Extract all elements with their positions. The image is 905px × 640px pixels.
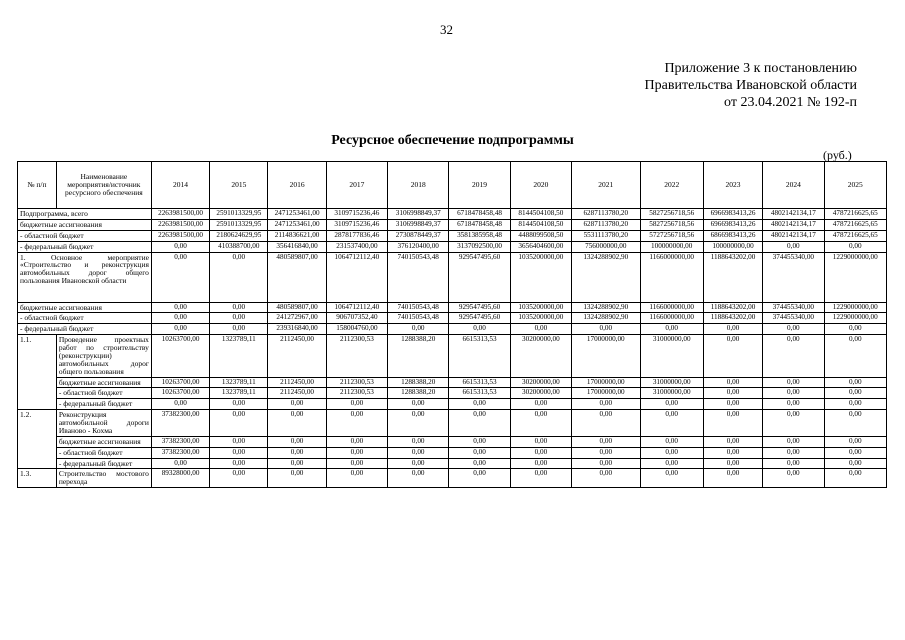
table-row (18, 209, 887, 220)
value-cell: 17000000,00 (572, 335, 640, 377)
value-cell: 756000000,00 (572, 241, 640, 252)
value-cell: 30200000,00 (510, 335, 571, 377)
value-cell: 0,00 (703, 324, 762, 335)
value-cell: 4787216625,65 (824, 230, 887, 241)
value-cell: 8144504108,50 (510, 209, 571, 220)
value-cell: 0,00 (210, 410, 268, 437)
value-cell: 0,00 (268, 410, 326, 437)
value-cell: 3109715236,46 (326, 209, 387, 220)
value-cell: 1288388,20 (388, 335, 449, 377)
value-cell: 30200000,00 (510, 388, 571, 399)
row-label: - областной бюджет (56, 388, 151, 399)
value-cell: 0,00 (510, 436, 571, 447)
value-cell: 2591013329,95 (210, 219, 268, 230)
item-number: 1.3. (18, 469, 57, 488)
value-cell: 1288388,20 (388, 388, 449, 399)
value-cell: 929547495,60 (449, 302, 510, 313)
row-label: бюджетные ассигнования (18, 302, 152, 313)
value-cell: 2263981500,00 (151, 209, 209, 220)
value-cell: 740150543,48 (388, 313, 449, 324)
column-header: 2025 (824, 162, 887, 209)
appendix-note (557, 60, 857, 111)
value-cell: 0,00 (326, 410, 387, 437)
value-cell: 0,00 (572, 399, 640, 410)
value-cell: 4802142134,17 (763, 219, 824, 230)
table-row (18, 252, 887, 302)
value-cell: 0,00 (703, 377, 762, 388)
value-cell: 0,00 (268, 458, 326, 469)
value-cell: 0,00 (388, 410, 449, 437)
value-cell: 0,00 (640, 410, 703, 437)
value-cell: 0,00 (703, 335, 762, 377)
value-cell: 0,00 (449, 410, 510, 437)
table-row (18, 388, 887, 399)
value-cell: 0,00 (640, 399, 703, 410)
value-cell: 1035200000,00 (510, 313, 571, 324)
column-header: 2024 (763, 162, 824, 209)
value-cell: 239316840,00 (268, 324, 326, 335)
value-cell: 1064712112,40 (326, 302, 387, 313)
value-cell: 4787216625,65 (824, 219, 887, 230)
value-cell: 0,00 (763, 436, 824, 447)
value-cell: 1188643202,00 (703, 252, 762, 302)
value-cell: 0,00 (449, 458, 510, 469)
column-header: 2014 (151, 162, 209, 209)
value-cell: 0,00 (572, 458, 640, 469)
row-label: - федеральный бюджет (18, 324, 152, 335)
value-cell: 3137092500,00 (449, 241, 510, 252)
value-cell: 31000000,00 (640, 388, 703, 399)
value-cell: 0,00 (449, 399, 510, 410)
table-row (18, 335, 887, 377)
column-header: № п/п (18, 162, 57, 209)
value-cell: 5531113780,20 (572, 230, 640, 241)
value-cell: 1035200000,00 (510, 252, 571, 302)
value-cell: 0,00 (268, 447, 326, 458)
value-cell: 0,00 (268, 436, 326, 447)
value-cell: 0,00 (151, 324, 209, 335)
value-cell: 356416840,00 (268, 241, 326, 252)
value-cell: 376120400,00 (388, 241, 449, 252)
value-cell: 0,00 (449, 447, 510, 458)
row-label: - областной бюджет (56, 447, 151, 458)
value-cell: 0,00 (640, 469, 703, 488)
value-cell: 374455340,00 (763, 252, 824, 302)
appendix-line-2: Правительства Ивановской области (644, 78, 857, 93)
value-cell: 0,00 (210, 399, 268, 410)
table-row (18, 469, 887, 488)
value-cell: 0,00 (703, 436, 762, 447)
value-cell: 0,00 (824, 377, 887, 388)
value-cell: 480589807,00 (268, 302, 326, 313)
column-header: 2019 (449, 162, 510, 209)
value-cell: 1323789,11 (210, 335, 268, 377)
column-header: 2020 (510, 162, 571, 209)
row-label: Проведение проектных работ по строительству (реконструкции) автомобильных дорог общего пользования (56, 335, 151, 377)
table-row (18, 436, 887, 447)
column-header: 2021 (572, 162, 640, 209)
item-number: 1.1. (18, 335, 57, 410)
value-cell: 906707352,40 (326, 313, 387, 324)
row-label: Реконструкция автомобильной дороги Иваново - Кохма (56, 410, 151, 437)
value-cell: 0,00 (268, 469, 326, 488)
value-cell: 0,00 (388, 469, 449, 488)
value-cell: 0,00 (210, 447, 268, 458)
column-header: 2022 (640, 162, 703, 209)
value-cell: 0,00 (640, 436, 703, 447)
value-cell: 2730878449,37 (388, 230, 449, 241)
value-cell: 6615313,53 (449, 335, 510, 377)
column-header: 2015 (210, 162, 268, 209)
value-cell: 3106998849,37 (388, 209, 449, 220)
table-row (18, 302, 887, 313)
table-row (18, 410, 887, 437)
value-cell: 1229000000,00 (824, 313, 887, 324)
value-cell: 0,00 (510, 447, 571, 458)
value-cell: 0,00 (388, 324, 449, 335)
value-cell: 0,00 (763, 458, 824, 469)
value-cell: 0,00 (151, 241, 209, 252)
value-cell: 0,00 (703, 388, 762, 399)
value-cell: 1188643202,00 (703, 313, 762, 324)
value-cell: 0,00 (763, 447, 824, 458)
value-cell: 0,00 (449, 469, 510, 488)
value-cell: 5827256718,56 (640, 209, 703, 220)
value-cell: 0,00 (510, 469, 571, 488)
value-cell: 0,00 (763, 241, 824, 252)
value-cell: 0,00 (210, 324, 268, 335)
table-row (18, 324, 887, 335)
item-number: 1.2. (18, 410, 57, 469)
value-cell: 0,00 (703, 469, 762, 488)
value-cell: 0,00 (388, 436, 449, 447)
value-cell: 37382300,00 (151, 436, 209, 447)
value-cell: 6287113780,20 (572, 209, 640, 220)
value-cell: 0,00 (388, 399, 449, 410)
value-cell: 2263981500,00 (151, 219, 209, 230)
value-cell: 2112300,53 (326, 388, 387, 399)
value-cell: 100000000,00 (703, 241, 762, 252)
value-cell: 480589807,00 (268, 252, 326, 302)
value-cell: 0,00 (510, 324, 571, 335)
value-cell: 1324288902,90 (572, 313, 640, 324)
value-cell: 0,00 (449, 436, 510, 447)
value-cell: 0,00 (449, 324, 510, 335)
value-cell: 6718478458,48 (449, 209, 510, 220)
column-header: Наименование мероприятия/источник ресурсного обеспечения (56, 162, 151, 209)
value-cell: 0,00 (388, 458, 449, 469)
value-cell: 6287113780,20 (572, 219, 640, 230)
value-cell: 5727256718,56 (640, 230, 703, 241)
value-cell: 0,00 (572, 436, 640, 447)
value-cell: 10263700,00 (151, 388, 209, 399)
value-cell: 10263700,00 (151, 335, 209, 377)
value-cell: 10263700,00 (151, 377, 209, 388)
row-label: бюджетные ассигнования (56, 436, 151, 447)
value-cell: 37382300,00 (151, 447, 209, 458)
value-cell: 3109715236,46 (326, 219, 387, 230)
value-cell: 0,00 (824, 241, 887, 252)
value-cell: 0,00 (510, 410, 571, 437)
value-cell: 158004760,00 (326, 324, 387, 335)
value-cell: 0,00 (763, 399, 824, 410)
value-cell: 0,00 (824, 410, 887, 437)
value-cell: 2114836621,00 (268, 230, 326, 241)
value-cell: 100000000,00 (640, 241, 703, 252)
row-label: Подпрограмма, всего (18, 209, 152, 220)
value-cell: 0,00 (326, 469, 387, 488)
value-cell: 1229000000,00 (824, 302, 887, 313)
value-cell: 4802142134,17 (763, 209, 824, 220)
value-cell: 4787216625,65 (824, 209, 887, 220)
value-cell: 0,00 (824, 469, 887, 488)
header-row (18, 162, 887, 209)
row-label: бюджетные ассигнования (56, 377, 151, 388)
value-cell: 0,00 (763, 377, 824, 388)
value-cell: 0,00 (703, 410, 762, 437)
row-label: - федеральный бюджет (56, 399, 151, 410)
table-row (18, 219, 887, 230)
value-cell: 2112450,00 (268, 388, 326, 399)
row-label: - областной бюджет (18, 313, 152, 324)
currency-unit: (руб.) (823, 148, 852, 162)
value-cell: 0,00 (210, 302, 268, 313)
value-cell: 3581385958,48 (449, 230, 510, 241)
value-cell: 0,00 (824, 436, 887, 447)
table-row (18, 241, 887, 252)
value-cell: 0,00 (151, 313, 209, 324)
value-cell: 2591013329,95 (210, 209, 268, 220)
value-cell: 740150543,48 (388, 302, 449, 313)
value-cell: 2112450,00 (268, 377, 326, 388)
table-row (18, 399, 887, 410)
value-cell: 8144504108,50 (510, 219, 571, 230)
table-row (18, 377, 887, 388)
value-cell: 0,00 (572, 469, 640, 488)
value-cell: 1166000000,00 (640, 252, 703, 302)
value-cell: 0,00 (763, 410, 824, 437)
value-cell: 241272967,00 (268, 313, 326, 324)
value-cell: 1324288902,90 (572, 252, 640, 302)
value-cell: 374455340,00 (763, 313, 824, 324)
value-cell: 6718478458,48 (449, 219, 510, 230)
value-cell: 0,00 (824, 458, 887, 469)
value-cell: 30200000,00 (510, 377, 571, 388)
value-cell: 3106998849,37 (388, 219, 449, 230)
value-cell: 1166000000,00 (640, 313, 703, 324)
value-cell: 1288388,20 (388, 377, 449, 388)
value-cell: 0,00 (210, 436, 268, 447)
value-cell: 4488099508,50 (510, 230, 571, 241)
value-cell: 929547495,60 (449, 252, 510, 302)
appendix-line-3: от 23.04.2021 № 192-п (724, 95, 857, 110)
row-label: - федеральный бюджет (56, 458, 151, 469)
value-cell: 0,00 (210, 469, 268, 488)
value-cell: 0,00 (151, 302, 209, 313)
row-label: Строительство мостового перехода (56, 469, 151, 488)
value-cell: 1188643202,00 (703, 302, 762, 313)
page-number: 32 (440, 22, 453, 37)
value-cell: 740150543,48 (388, 252, 449, 302)
value-cell: 0,00 (824, 447, 887, 458)
value-cell: 0,00 (640, 324, 703, 335)
value-cell: 6966983413,26 (703, 219, 762, 230)
value-cell: 17000000,00 (572, 377, 640, 388)
value-cell: 4802142134,17 (763, 230, 824, 241)
value-cell: 0,00 (572, 447, 640, 458)
value-cell: 0,00 (510, 458, 571, 469)
value-cell: 6866983413,26 (703, 230, 762, 241)
value-cell: 0,00 (824, 388, 887, 399)
value-cell: 1323789,11 (210, 377, 268, 388)
value-cell: 1166000000,00 (640, 302, 703, 313)
value-cell: 0,00 (151, 399, 209, 410)
value-cell: 0,00 (572, 410, 640, 437)
value-cell: 2263981500,00 (151, 230, 209, 241)
value-cell: 5827256718,56 (640, 219, 703, 230)
value-cell: 0,00 (703, 399, 762, 410)
value-cell: 0,00 (210, 458, 268, 469)
table-row (18, 313, 887, 324)
value-cell: 31000000,00 (640, 335, 703, 377)
value-cell: 0,00 (572, 324, 640, 335)
value-cell: 6966983413,26 (703, 209, 762, 220)
value-cell: 231537400,00 (326, 241, 387, 252)
value-cell: 1035200000,00 (510, 302, 571, 313)
value-cell: 0,00 (763, 335, 824, 377)
value-cell: 0,00 (703, 458, 762, 469)
row-label: - областной бюджет (18, 230, 152, 241)
table-row (18, 230, 887, 241)
value-cell: 2112450,00 (268, 335, 326, 377)
value-cell: 31000000,00 (640, 377, 703, 388)
row-label: 1. Основное мероприятие «Строительство и реконструкция автомобильных дорог общего пользования Ивановской области (18, 252, 152, 302)
appendix-line-1: Приложение 3 к постановлению (664, 61, 857, 76)
value-cell: 1323789,11 (210, 388, 268, 399)
value-cell: 1229000000,00 (824, 252, 887, 302)
value-cell: 0,00 (824, 335, 887, 377)
value-cell: 0,00 (151, 252, 209, 302)
value-cell: 929547495,60 (449, 313, 510, 324)
value-cell: 0,00 (268, 399, 326, 410)
value-cell: 37382300,00 (151, 410, 209, 437)
value-cell: 1324288902,90 (572, 302, 640, 313)
value-cell: 0,00 (151, 458, 209, 469)
value-cell: 89328000,00 (151, 469, 209, 488)
value-cell: 0,00 (763, 324, 824, 335)
value-cell: 1064712112,40 (326, 252, 387, 302)
value-cell: 0,00 (210, 252, 268, 302)
value-cell: 374455340,00 (763, 302, 824, 313)
column-header: 2023 (703, 162, 762, 209)
row-label: бюджетные ассигнования (18, 219, 152, 230)
column-header: 2016 (268, 162, 326, 209)
value-cell: 2112300,53 (326, 377, 387, 388)
value-cell: 0,00 (326, 447, 387, 458)
value-cell: 2180624629,95 (210, 230, 268, 241)
value-cell: 0,00 (388, 447, 449, 458)
value-cell: 6615313,53 (449, 388, 510, 399)
column-header: 2018 (388, 162, 449, 209)
resource-table (17, 161, 887, 488)
value-cell: 0,00 (824, 399, 887, 410)
document-title: Ресурсное обеспечение подпрограммы (331, 133, 574, 148)
table-row (18, 447, 887, 458)
table-row (18, 458, 887, 469)
value-cell: 0,00 (763, 388, 824, 399)
value-cell: 0,00 (326, 458, 387, 469)
value-cell: 2878177836,46 (326, 230, 387, 241)
value-cell: 0,00 (640, 458, 703, 469)
value-cell: 0,00 (824, 324, 887, 335)
value-cell: 410388700,00 (210, 241, 268, 252)
value-cell: 2471253461,00 (268, 209, 326, 220)
value-cell: 0,00 (326, 399, 387, 410)
value-cell: 3656404600,00 (510, 241, 571, 252)
value-cell: 0,00 (210, 313, 268, 324)
row-label: - федеральный бюджет (18, 241, 152, 252)
value-cell: 6615313,53 (449, 377, 510, 388)
value-cell: 0,00 (510, 399, 571, 410)
value-cell: 0,00 (763, 469, 824, 488)
value-cell: 2471253461,00 (268, 219, 326, 230)
column-header: 2017 (326, 162, 387, 209)
value-cell: 0,00 (703, 447, 762, 458)
value-cell: 17000000,00 (572, 388, 640, 399)
value-cell: 0,00 (326, 436, 387, 447)
value-cell: 2112300,53 (326, 335, 387, 377)
value-cell: 0,00 (640, 447, 703, 458)
